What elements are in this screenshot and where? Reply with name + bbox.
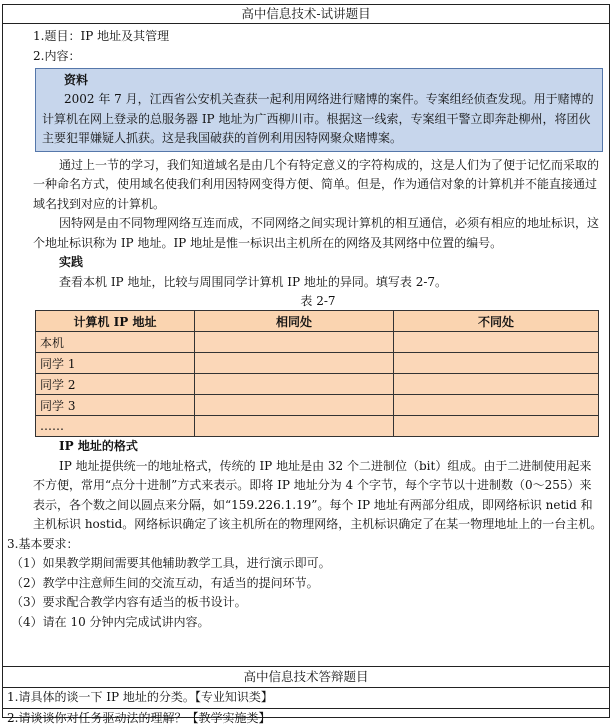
document-frame	[2, 4, 610, 718]
requirement-item: （4）请在 10 分钟内完成试讲内容。	[11, 613, 603, 633]
lecture-body	[3, 24, 609, 667]
table-cell-row-label: 同学 1	[36, 353, 195, 374]
header-title: 高中信息技术-试讲题目	[3, 5, 609, 24]
table-cell-row-label: ……	[36, 416, 195, 437]
table-caption: 表 2-7	[33, 292, 603, 310]
content-label: 2.内容：	[33, 47, 603, 67]
table-cell-row-label: 本机	[36, 332, 195, 353]
comparison-table	[35, 310, 599, 437]
table-row	[36, 416, 599, 437]
paragraph-2: 因特网是由不同物理网络互连而成，不同网络之间实现计算机的相互通信，必须有相应的地址标识，这个地址标识称为 IP 地址。IP 地址是惟一标识出主机所在的网络及其网络中位置的编号。	[33, 214, 603, 253]
footer-title: 高中信息技术答辩题目	[3, 667, 609, 688]
question-item: 2.请谈谈你对任务驱动法的理解？【教学实施类】	[3, 709, 609, 728]
table-cell[interactable]	[394, 416, 599, 437]
table-row	[36, 332, 599, 353]
format-title: IP 地址的格式	[33, 437, 603, 457]
table-cell[interactable]	[394, 374, 599, 395]
table-cell[interactable]	[195, 374, 394, 395]
table-cell[interactable]	[195, 395, 394, 416]
question-item: 1.请具体的谈一下 IP 地址的分类。【专业知识类】	[3, 688, 609, 709]
material-title: 资料	[42, 71, 596, 90]
table-header-diff: 不同处	[394, 311, 599, 332]
table-cell-row-label: 同学 3	[36, 395, 195, 416]
table-header-row	[36, 311, 599, 332]
table-cell[interactable]	[195, 332, 394, 353]
table-cell[interactable]	[394, 353, 599, 374]
topic-line: 1.题目：IP 地址及其管理	[33, 27, 603, 47]
table-row	[36, 374, 599, 395]
table-header-ip: 计算机 IP 地址	[36, 311, 195, 332]
table-cell[interactable]	[394, 332, 599, 353]
table-row	[36, 395, 599, 416]
practice-text: 查看本机 IP 地址，比较与周围同学计算机 IP 地址的异同。填写表 2-7。	[33, 273, 603, 293]
practice-title: 实践	[33, 253, 603, 273]
requirement-item: （3）要求配合教学内容有适当的板书设计。	[11, 593, 603, 613]
table-cell-row-label: 同学 2	[36, 374, 195, 395]
table-cell[interactable]	[195, 353, 394, 374]
format-text: IP 地址提供统一的地址格式，传统的 IP 地址是由 32 个二进制位（bit）组成。由于二进制使用起来不方便，常用“点分十进制”方式来表示。即将 IP 地址分为 4 个字节，每个字节以十进制数（0～255）来表示，各个数之间以圆点来分隔，如“159.226.1.19”。每个 IP 地址有两部分组成，即网络标识 netid 和主机标识 hostid。网络标识确定了该主机所在的物理网络，主机标识确定了在某一物理地址上的一台主机。	[33, 457, 603, 535]
material-text: 2002 年 7 月，江西省公安机关查获一起利用网络进行赌博的案件。专案组经侦查发现。用于赌博的计算机在网上登录的总服务器 IP 地址为广西柳川市。根据这一线索，专案组干警立即奔赴柳州，将团伙主要犯罪嫌疑人抓获。这是我国破获的首例利用因特网聚众赌博案。	[42, 90, 596, 149]
material-box	[35, 68, 603, 152]
table-row	[36, 353, 599, 374]
requirements-label: 3.基本要求：	[7, 535, 603, 555]
table-cell[interactable]	[195, 416, 394, 437]
table-header-same: 相同处	[195, 311, 394, 332]
table-cell[interactable]	[394, 395, 599, 416]
requirement-item: （1）如果教学期间需要其他辅助教学工具，进行演示即可。	[11, 554, 603, 574]
paragraph-1: 通过上一节的学习，我们知道域名是由几个有特定意义的字符构成的，这是人们为了便于记忆而采取的一种命名方式，使用域名使我们利用因特网变得方便、简单。但是，作为通信对象的计算机并不能直接通过域名找到对应的计算机。	[33, 156, 603, 215]
requirement-item: （2）教学中注意师生间的交流互动，有适当的提问环节。	[11, 574, 603, 594]
